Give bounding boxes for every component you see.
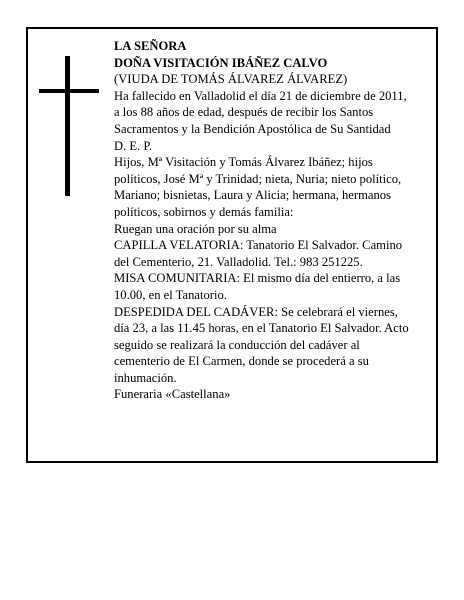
death-announcement: Ha fallecido en Valladolid el día 21 de diciembre de 2011, a los 88 años de edad, después de recibir los Santos Sacramentos y la Bendición Apostólica de Su Santidad [114, 88, 407, 136]
cross-vertical-bar [65, 56, 70, 196]
chapel-info: CAPILLA VELATORIA: Tanatorio El Salvador. Camino del Cementerio, 21. Valladolid. Tel.: 983 251225. [114, 238, 403, 269]
header-line: LA SEÑORA [114, 39, 187, 53]
dep-line: D. E. P. [114, 138, 153, 153]
obituary-text [114, 38, 410, 403]
cross-icon [39, 56, 99, 196]
prayer-request: Ruegan una oración por su alma [114, 221, 277, 236]
farewell-info: DESPEDIDA DEL CADÁVER: Se celebrará el viernes, día 23, a las 11.45 horas, en el Tanatorio El Salvador. Acto seguido se realizará la conducción del cadáver al cementerio de El Carmen, donde se procederá a su inhumación. [114, 304, 409, 385]
funeral-home: Funeraria «Castellana» [114, 387, 231, 402]
deceased-name: DOÑA VISITACIÓN IBÁÑEZ CALVO [114, 55, 328, 70]
family-list: Hijos, Mª Visitación y Tomás Álvarez Ibáñez; hijos políticos, José Mª y Trinidad; nieta, Nuria; nieto político, Mariano; bisnietas, Laura y Alicia; hermana, hermanos políticos, sobirnos y demás familia: [114, 155, 402, 219]
mass-info: MISA COMUNITARIA: El mismo día del entierro, a las 10.00, en el Tanatorio. [114, 271, 401, 302]
cross-horizontal-bar [39, 89, 99, 93]
widow-line: (VIUDA DE TOMÁS ÁLVAREZ ÁLVAREZ) [114, 72, 348, 87]
